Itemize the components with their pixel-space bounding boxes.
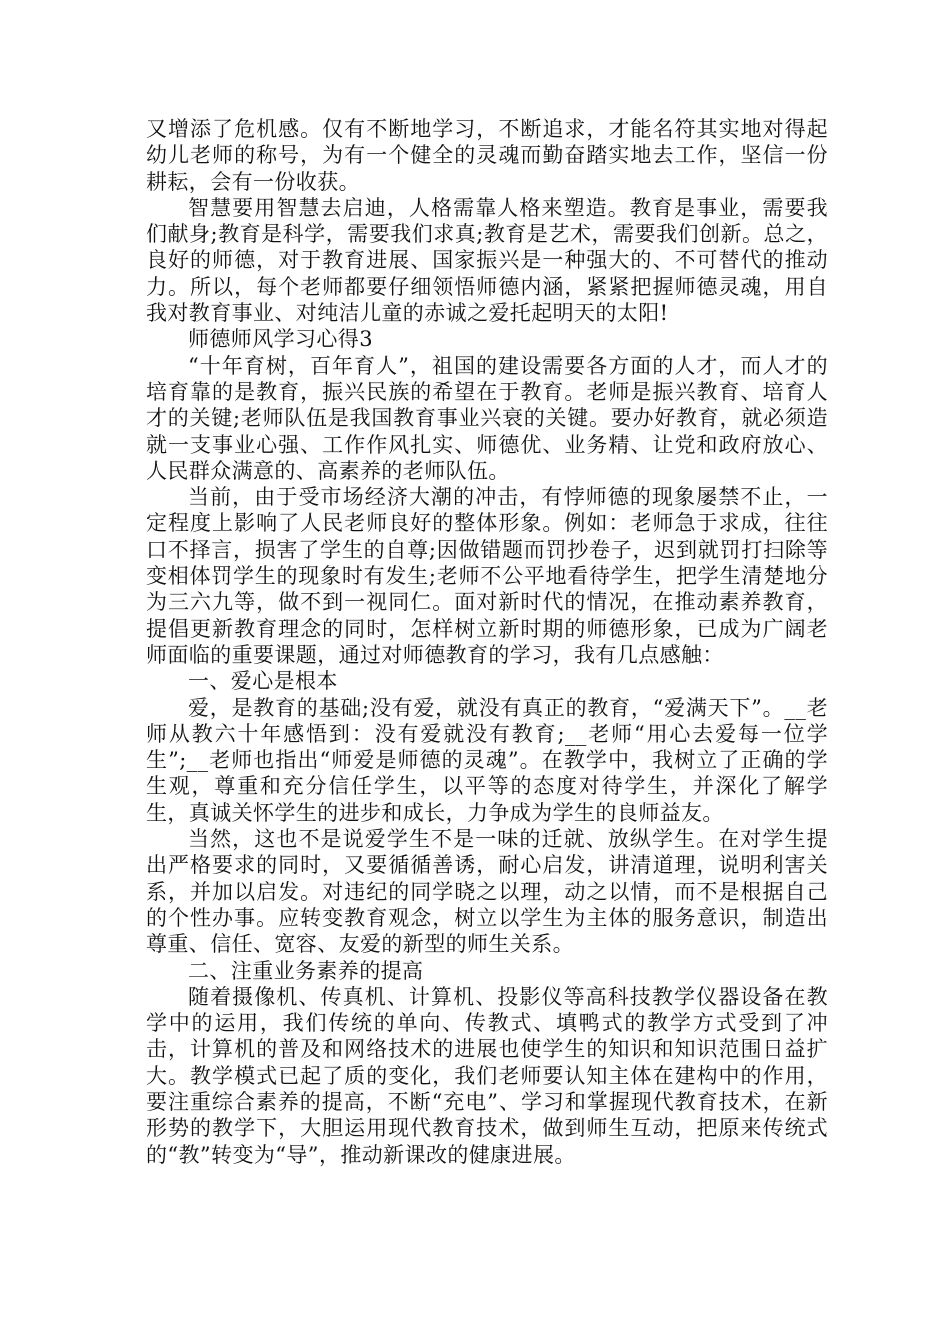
document-body <box>146 116 828 1168</box>
paragraph-3: “十年育树，百年育人”，祖国的建设需要各方面的人才，而人才的培育靠的是教育，振兴民族的希望在于教育。老师是振兴教育、培育人才的关键;老师队伍是我国教育事业兴衰的关键。要办好教育，就必须造就一支事业心强、工作作风扎实、师德优、业务精、让党和政府放心、人民群众满意的、高素养的老师队伍。 <box>146 353 828 483</box>
paragraph-6: 当然，这也不是说爱学生不是一味的迁就、放纵学生。在对学生提出严格要求的同时，又要循循善诱，耐心启发，讲清道理，说明利害关系，并加以启发。对违纪的同学晓之以理，动之以情，而不是根据自己的个性办事。应转变教育观念，树立以学生为主体的服务意识，制造出尊重、信任、宽容、友爱的新型的师生关系。 <box>146 827 828 957</box>
subheading-2: 二、注重业务素养的提高 <box>188 958 424 983</box>
paragraph-7: 随着摄像机、传真机、计算机、投影仪等高科技教学仪器设备在教学中的运用，我们传统的单向、传教式、填鸭式的教学方式受到了冲击，计算机的普及和网络技术的进展也使学生的知识和知识范围日益扩大。教学模式已起了质的变化，我们老师要认知主体在建构中的作用，要注重综合素养的提高，不断“充电”、学习和掌握现代教育技术，在新形势的教学下，大胆运用现代教育技术，做到师生互动，把原来传统式的“教”转变为“导”，推动新课改的健康进展。 <box>146 984 828 1167</box>
paragraph-2: 智慧要用智慧去启迪，人格需靠人格来塑造。教育是事业，需要我们献身;教育是科学，需要我们求真;教育是艺术，需要我们创新。总之，良好的师德，对于教育进展、国家振兴是一种强大的、不可替代的推动力。所以，每个老师都要仔细领悟师德内涵，紧紧把握师德灵魂，用自我对教育事业、对纯洁儿童的赤诚之爱托起明天的太阳! <box>146 195 828 326</box>
paragraph-1: 又增添了危机感。仅有不断地学习，不断追求，才能名符其实地对得起幼儿老师的称号，为有一个健全的灵魂而勤奋踏实地去工作，坚信一份耕耘，会有一份收获。 <box>146 117 828 194</box>
section-title: 师德师风学习心得3 <box>188 327 373 352</box>
paragraph-4: 当前，由于受市场经济大潮的冲击，有悖师德的现象屡禁不止，一定程度上影响了人民老师良好的整体形象。例如：老师急于求成，往往口不择言，损害了学生的自尊;因做错题而罚抄卷子，迟到就罚打扫除等变相体罚学生的现象时有发生;老师不公平地看待学生，把学生清楚地分为三六九等，做不到一视同仁。面对新时代的情况，在推动素养教育，提倡更新教育理念的同时，怎样树立新时期的师德形象，已成为广阔老师面临的重要课题，通过对师德教育的学习，我有几点感触： <box>146 485 828 667</box>
paragraph-5: 爱，是教育的基础;没有爱，就没有真正的教育，“爱满天下”。__老师从教六十年感悟到：没有爱就没有教育;__老师“用心去爱每一位学生”;__老师也指出“师爱是师德的灵魂”。在教学中，我树立了正确的学生观，尊重和充分信任学生，以平等的态度对待学生，并深化了解学生，真诚关怀学生的进步和成长，力争成为学生的良师益友。 <box>146 695 828 825</box>
subheading-1: 一、爱心是根本 <box>188 669 338 694</box>
